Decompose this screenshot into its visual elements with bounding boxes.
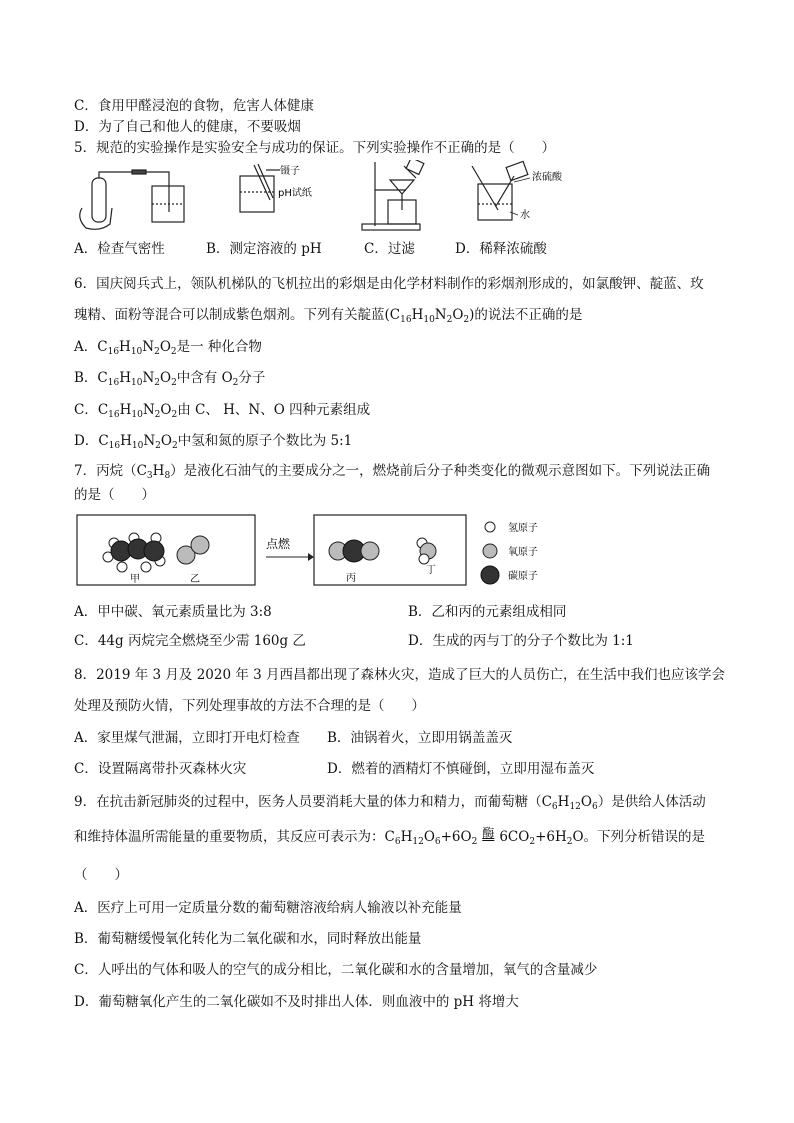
legend-carbon-swatch	[481, 566, 499, 584]
q5-option-a: A．检查气密性	[74, 241, 165, 257]
q9-option-d: D．葡萄糖氧化产生的二氧化碳如不及时排出人体．则血液中的 pH 将增大	[74, 994, 519, 1010]
q4-option-c: C．食用甲醛浸泡的食物，危害人体健康	[74, 98, 314, 114]
reaction-arrow-icon	[308, 553, 314, 561]
q5-figures	[70, 160, 590, 240]
arrow-ignite-label: 点燃	[266, 537, 291, 551]
legend-oxygen-label: 氧原子	[508, 547, 538, 558]
q9-stem-line1: 9．在抗击新冠肺炎的过程中，医务人员要消耗大量的体力和精力，而葡萄糖$(C_6H_{12}O_6)$是供给人体活动	[74, 794, 706, 812]
tweezers-label: 镊子	[280, 166, 300, 177]
label-ding: 丁	[426, 565, 436, 576]
q5-option-d: D．稀释浓硫酸	[455, 241, 547, 257]
q7-option-a: A．甲中碳、氧元素质量比为 3:8	[74, 604, 272, 620]
q8-option-d: D．燃着的酒精灯不慎碰倒，立即用湿布盖灭	[327, 761, 595, 777]
q9-paren: （ ）	[74, 867, 128, 883]
q6-option-b: B．$C_{16}H_{10}N_2O_2$中含有 $O_2$分子	[74, 370, 266, 388]
water-label: 水	[520, 210, 530, 221]
label-yi: 乙	[190, 574, 200, 585]
q5-option-c: C．过滤	[364, 241, 415, 257]
q8-option-b: B．油锅着火，立即用锅盖盖灭	[327, 730, 513, 746]
legend-oxygen-swatch	[483, 544, 497, 558]
filtration-figure	[362, 160, 424, 230]
q6-stem-line2: 瑰精、面粉等混合可以制成紫色烟剂。下列有关靛蓝$(C_{16}H_{10}N_2O_2)$的说法不正确的是	[74, 307, 583, 325]
q8-stem-line2: 处理及预防火情，下列处理事故的方法不合理的是（ ）	[74, 698, 425, 714]
legend-hydrogen-label: 氢原子	[508, 523, 538, 534]
q9-option-c: C．人呼出的气体和吸人的空气的成分相比，二氧化碳和水的含量增加，氧气的含量减少	[74, 962, 598, 978]
enzyme-condition: 酶	[482, 826, 495, 840]
q9-option-b: B．葡萄糖缓慢氧化转化为二氧化碳和水，同时释放出能量	[74, 931, 422, 947]
legend-carbon-label: 碳原子	[508, 571, 538, 582]
q8-stem-line1: 8．2019 年 3 月及 2020 年 3 月西昌都出现了森林火灾，造成了巨大的人员伤亡，在生活中我们也应该学会	[74, 667, 726, 683]
q7-option-d: D．生成的丙与丁的分子个数比为 1:1	[408, 633, 634, 649]
q7-option-b: B．乙和丙的元素组成相同	[408, 604, 567, 620]
q8-option-a: A．家里煤气泄漏，立即打开电灯检查	[74, 730, 300, 746]
q6-option-c: C．$C_{16}H_{10}N_2O_2$由 C、 H、N、O 四种元素组成	[74, 402, 371, 420]
co2-molecule	[329, 540, 379, 562]
legend	[481, 521, 538, 584]
q6-option-a: A．$C_{16}H_{10}N_2O_2$是一 种化合物	[74, 339, 262, 357]
q7-stem-line2: 的是（ ）	[74, 487, 155, 503]
q7-stem-line1: 7．丙烷$(C_3H_8)$是液化石油气的主要成分之一，燃烧前后分子种类变化的微观示意图如下。下列说法正确	[74, 463, 711, 481]
q7-molecule-diagram	[76, 513, 556, 591]
airtightness-apparatus-figure	[80, 170, 184, 229]
q5-option-b: B．测定溶液的 pH	[206, 241, 322, 257]
oxygen-molecule	[177, 536, 209, 564]
q6-stem-line1: 6．国庆阅兵式上，领队机梯队的飞机拉出的彩烟是由化学材料制作的彩烟剂形成的，如氯酸钾、靛蓝、玫	[74, 276, 704, 292]
q6-option-d: D．$C_{16}H_{10}N_2O_2$中氢和氮的原子个数比为 5:1	[74, 433, 353, 451]
concentrated-acid-label: 浓硫酸	[532, 172, 562, 183]
q8-option-c: C．设置隔离带扑灭森林火灾	[74, 761, 247, 777]
ph-measurement-figure	[240, 164, 280, 212]
label-bing: 丙	[346, 573, 356, 584]
q4-option-d: D．为了自己和他人的健康，不要吸烟	[74, 119, 301, 135]
water-molecule	[417, 538, 436, 564]
label-jia: 甲	[130, 574, 140, 585]
q7-option-c: C．44g 丙烷完全燃烧至少需 160g 乙	[74, 633, 306, 649]
ph-paper-label: pH试纸	[278, 188, 312, 199]
q5-stem: 5．规范的实验操作是实验安全与成功的保证。下列实验操作不正确的是（ ）	[74, 140, 556, 156]
q9-stem-line2: 和维持体温所需能量的重要物质，其反应可表示为：$C_6H_{12}O_6+6O_2$酶 $6CO_2+6H_2O$。下列分析错误的是	[74, 826, 706, 847]
q9-option-a: A．医疗上可用一定质量分数的葡萄糖溶液给病人输液以补充能量	[74, 900, 462, 916]
legend-hydrogen-swatch	[485, 522, 495, 532]
propane-molecule	[103, 533, 165, 572]
